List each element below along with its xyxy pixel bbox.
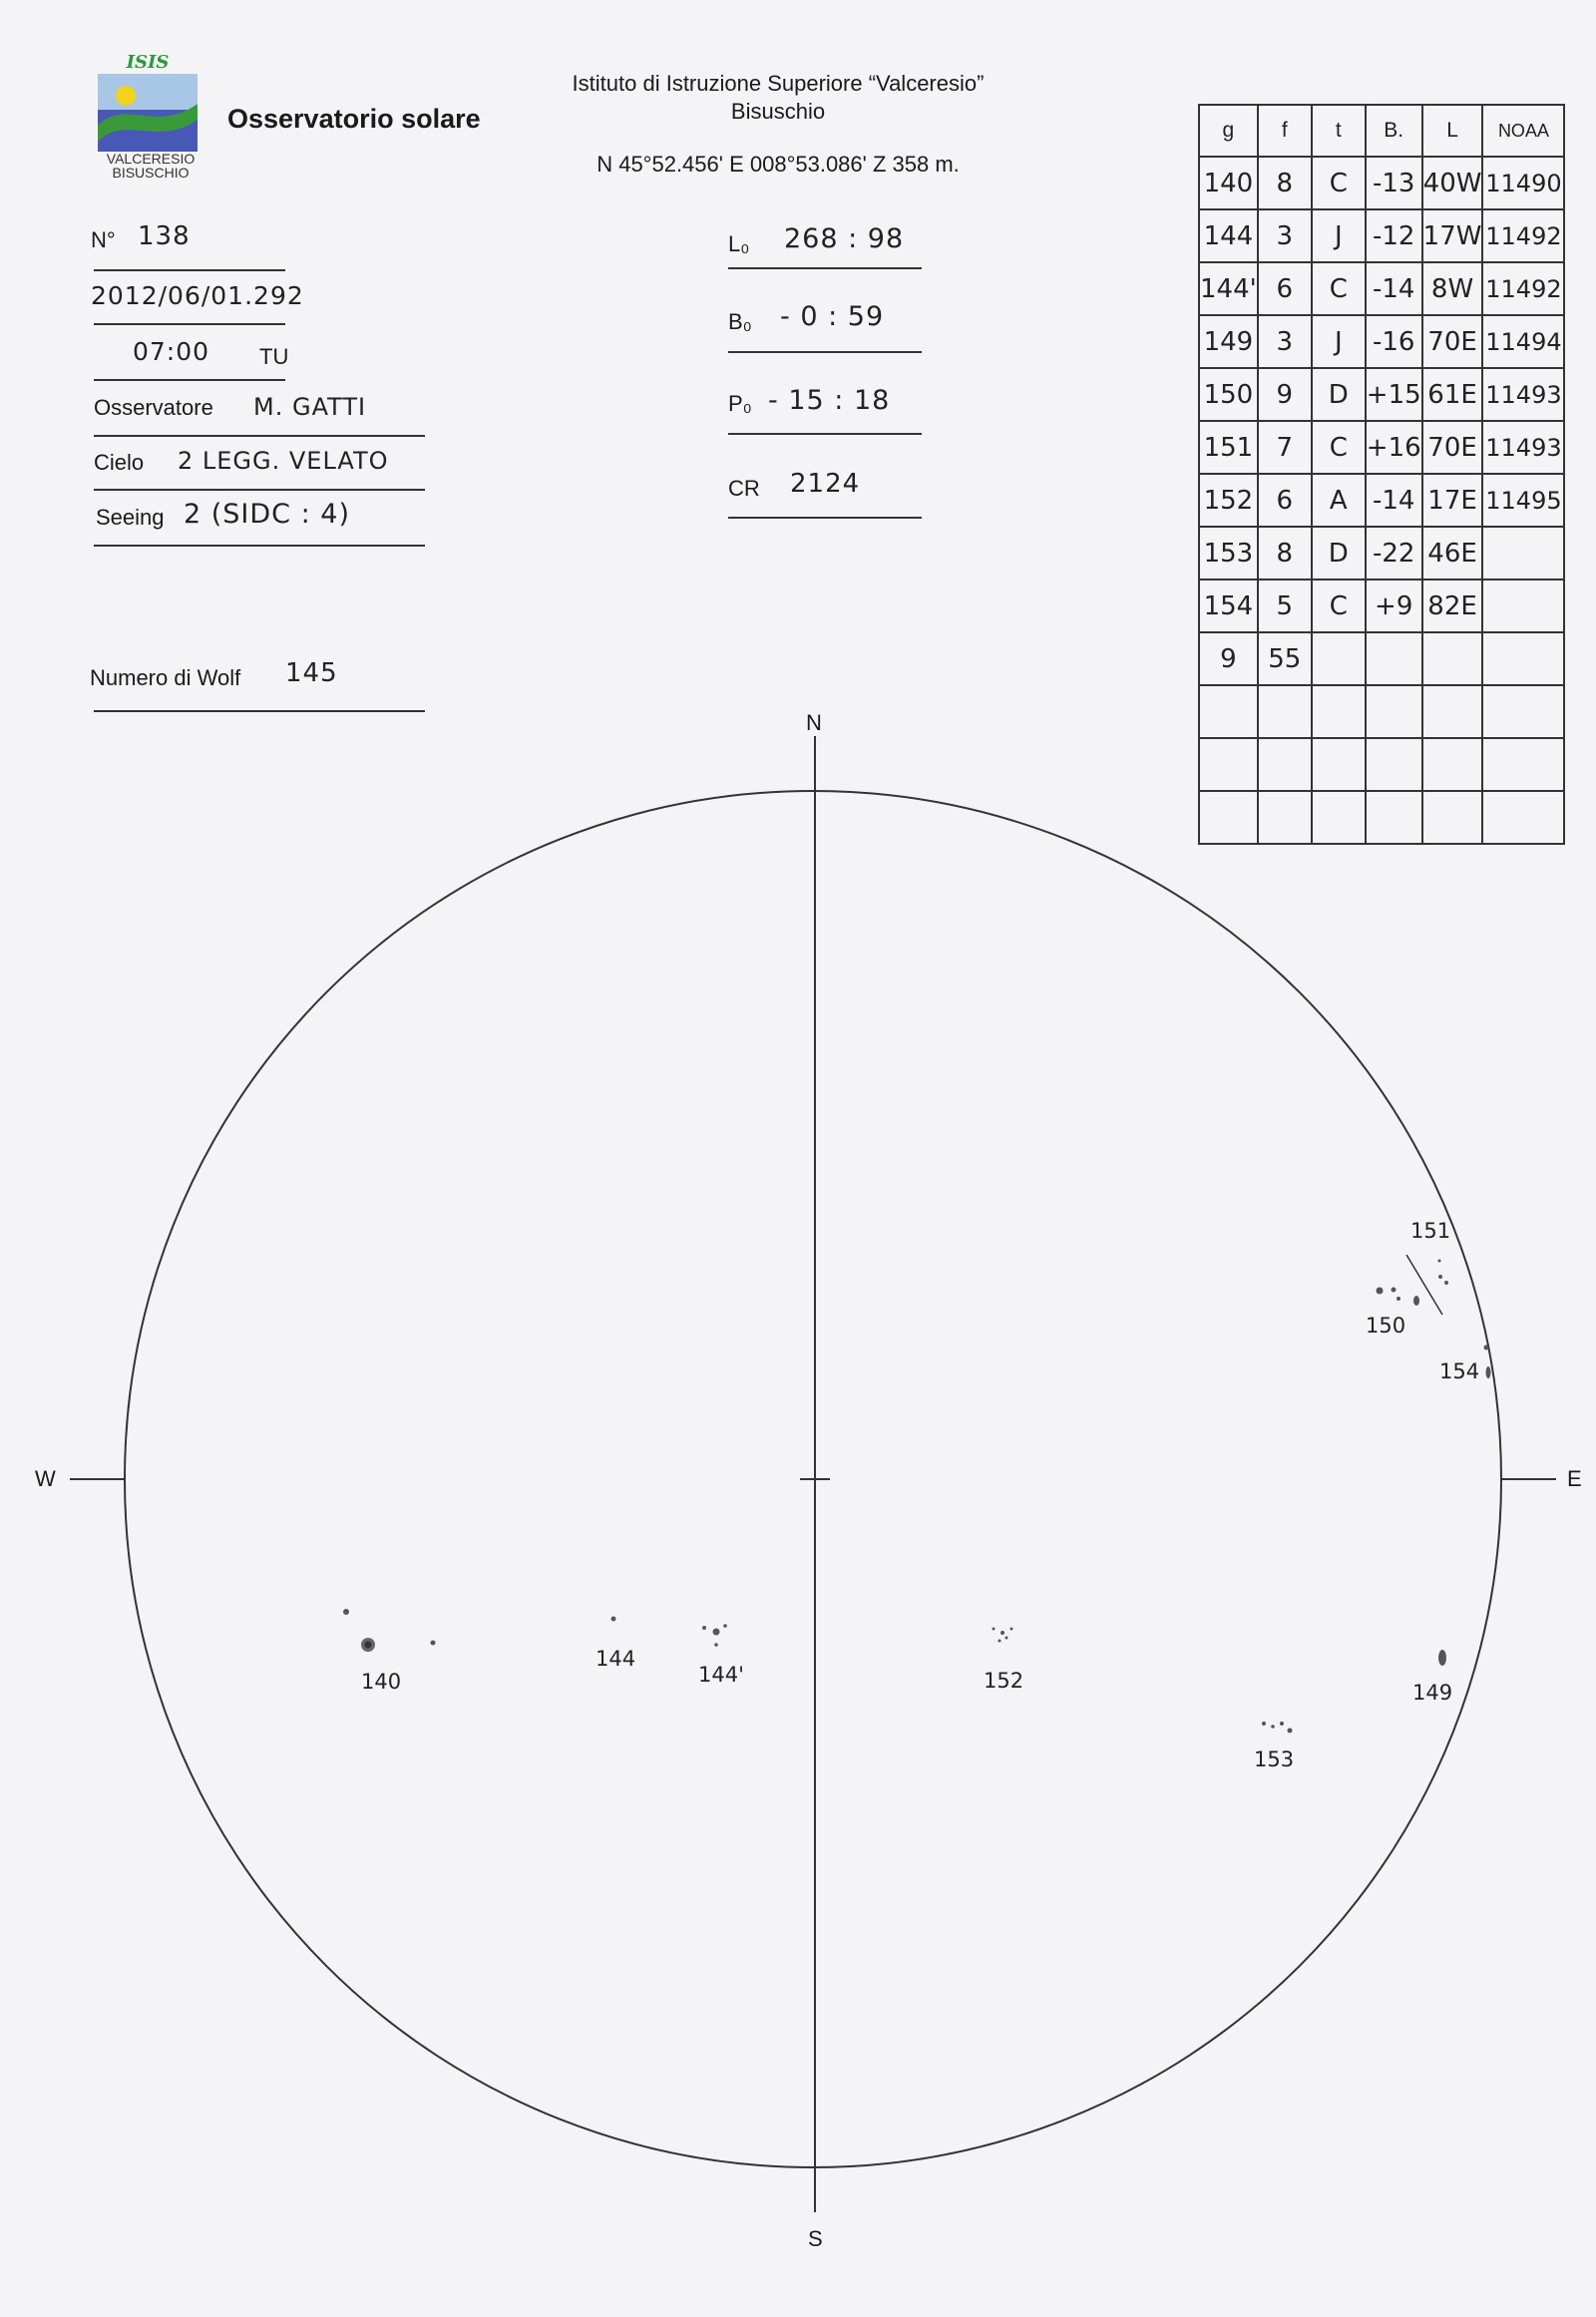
west-label: W (35, 1466, 56, 1491)
l0-value: 268 : 98 (784, 223, 905, 254)
table-cell: 7 (1258, 421, 1312, 474)
table-cell: A (1312, 474, 1366, 527)
table-cell: 151 (1199, 421, 1258, 474)
group-label-154: 154 (1439, 1359, 1480, 1383)
cr-value: 2124 (790, 469, 861, 499)
sunspot (714, 1643, 718, 1647)
table-cell: -22 (1366, 527, 1422, 579)
table-cell: 3 (1258, 315, 1312, 368)
group-label-152: 152 (984, 1669, 1024, 1693)
table-cell: 17E (1422, 474, 1483, 527)
group-label-149: 149 (1412, 1681, 1453, 1705)
sunspot (1262, 1722, 1266, 1726)
south-label: S (808, 2226, 823, 2251)
sunspot (611, 1617, 616, 1622)
table-cell: 9 (1199, 632, 1258, 685)
seeing-value: 2 (SIDC : 4) (184, 499, 351, 530)
sunspot (1486, 1366, 1491, 1378)
cr-label: CR (728, 476, 760, 501)
table-cell: 154 (1199, 579, 1258, 632)
table-cell: 140 (1199, 157, 1258, 209)
table-cell: 150 (1199, 368, 1258, 421)
sunspot (1280, 1722, 1284, 1726)
institute-line1: Istituto di Istruzione Superiore “Valceresio” (572, 71, 985, 96)
group-label-153: 153 (1254, 1747, 1295, 1771)
table-cell: 152 (1199, 474, 1258, 527)
date-value: 2012/06/01.292 (91, 281, 304, 310)
table-cell: C (1312, 579, 1366, 632)
table-cell: 82E (1422, 579, 1483, 632)
sunspot (1392, 1288, 1396, 1293)
sunspot (1444, 1281, 1448, 1285)
sunspot (993, 1628, 996, 1631)
sunspot (1438, 1260, 1441, 1263)
b0-value: - 0 : 59 (780, 301, 885, 332)
table-cell: J (1312, 209, 1366, 262)
table-cell: 17W (1422, 209, 1483, 262)
table-cell: -12 (1366, 209, 1422, 262)
table-cell: C (1312, 157, 1366, 209)
table-cell: D (1312, 368, 1366, 421)
sunspot (1438, 1275, 1442, 1279)
b0-label: B₀ (728, 309, 752, 334)
table-cell: 11490 (1482, 157, 1564, 209)
table-cell: 6 (1258, 262, 1312, 315)
table-cell: 46E (1422, 527, 1483, 579)
col-header-noaa: NOAA (1482, 105, 1564, 157)
sunspot (1271, 1725, 1275, 1729)
group-separator-line (1406, 1255, 1442, 1315)
p0-value: - 15 : 18 (768, 385, 891, 416)
wolf-value: 145 (285, 658, 338, 688)
table-cell: 11495 (1482, 474, 1564, 527)
table-cell: 11494 (1482, 315, 1564, 368)
sunspot (1010, 1628, 1013, 1631)
l0-label: L₀ (728, 231, 750, 256)
table-cell: +9 (1366, 579, 1422, 632)
table-cell: 55 (1258, 632, 1312, 685)
east-label: E (1567, 1466, 1582, 1491)
sky-value: 2 LEGG. VELATO (178, 447, 389, 475)
table-cell: 70E (1422, 421, 1483, 474)
time-unit: TU (259, 344, 289, 369)
north-label: N (806, 710, 822, 735)
table-cell: 149 (1199, 315, 1258, 368)
table-cell: 11493 (1482, 421, 1564, 474)
table-cell: C (1312, 262, 1366, 315)
table-cell: +15 (1366, 368, 1422, 421)
logo-text: ISIS (126, 52, 170, 73)
table-cell: 61E (1422, 368, 1483, 421)
group-label-151: 151 (1410, 1219, 1451, 1243)
sunspot (1413, 1296, 1419, 1306)
group-label-144: 144 (596, 1647, 636, 1671)
sunspot (1396, 1297, 1400, 1301)
observatory-title: Osservatorio solare (227, 104, 481, 134)
number-label: N° (91, 227, 116, 252)
sunspot (1000, 1631, 1004, 1635)
table-cell: 40W (1422, 157, 1483, 209)
sunspot (343, 1609, 349, 1615)
sunspot (1005, 1637, 1008, 1640)
table-cell: 8 (1258, 527, 1312, 579)
logo-caption-line1: VALCERESIO (106, 151, 196, 167)
site-coordinates: N 45°52.456' E 008°53.086' Z 358 m. (597, 152, 960, 177)
sunspot (1484, 1346, 1489, 1351)
table-cell: 11492 (1482, 262, 1564, 315)
sunspot (431, 1641, 436, 1646)
sunspot (1438, 1650, 1446, 1666)
p0-label: P₀ (728, 391, 752, 416)
group-label-144b: 144' (698, 1663, 744, 1687)
table-cell: 9 (1258, 368, 1312, 421)
seeing-label: Seeing (96, 505, 165, 530)
table-cell: -14 (1366, 262, 1422, 315)
table-cell: -13 (1366, 157, 1422, 209)
table-cell: 5 (1258, 579, 1312, 632)
sunspot (998, 1640, 1001, 1643)
group-label-150: 150 (1366, 1314, 1406, 1338)
col-header-g: g (1199, 105, 1258, 157)
col-header-l: L (1422, 105, 1483, 157)
institute-line2: Bisuschio (730, 99, 826, 124)
sky-label: Cielo (94, 450, 145, 475)
time-value: 07:00 (133, 337, 210, 366)
sunspot (1288, 1729, 1293, 1734)
table-cell: 70E (1422, 315, 1483, 368)
group-label-140: 140 (361, 1670, 402, 1694)
table-cell: J (1312, 315, 1366, 368)
table-cell: 6 (1258, 474, 1312, 527)
table-cell: -16 (1366, 315, 1422, 368)
number-value: 138 (138, 221, 191, 251)
sunspot (702, 1626, 706, 1630)
table-cell: 3 (1258, 209, 1312, 262)
col-header-t: t (1312, 105, 1366, 157)
col-header-f: f (1258, 105, 1312, 157)
table-cell: D (1312, 527, 1366, 579)
table-cell: -14 (1366, 474, 1422, 527)
table-cell: 8 (1258, 157, 1312, 209)
table-cell: 144' (1199, 262, 1258, 315)
table-cell: 153 (1199, 527, 1258, 579)
sunspots (343, 1260, 1491, 1734)
observer-value: M. GATTI (253, 393, 367, 421)
sunspot (713, 1629, 720, 1636)
table-cell: C (1312, 421, 1366, 474)
sunspot (365, 1642, 372, 1649)
wolf-label: Numero di Wolf (90, 665, 241, 690)
sunspot (723, 1624, 727, 1628)
table-cell: 144 (1199, 209, 1258, 262)
table-cell: 11493 (1482, 368, 1564, 421)
observer-label: Osservatore (94, 395, 213, 420)
logo-caption-line2: BISUSCHIO (112, 165, 190, 181)
table-cell: 11492 (1482, 209, 1564, 262)
sunspot (1377, 1288, 1384, 1295)
table-cell: +16 (1366, 421, 1422, 474)
col-header-b: B. (1366, 105, 1422, 157)
table-cell: 8W (1422, 262, 1483, 315)
